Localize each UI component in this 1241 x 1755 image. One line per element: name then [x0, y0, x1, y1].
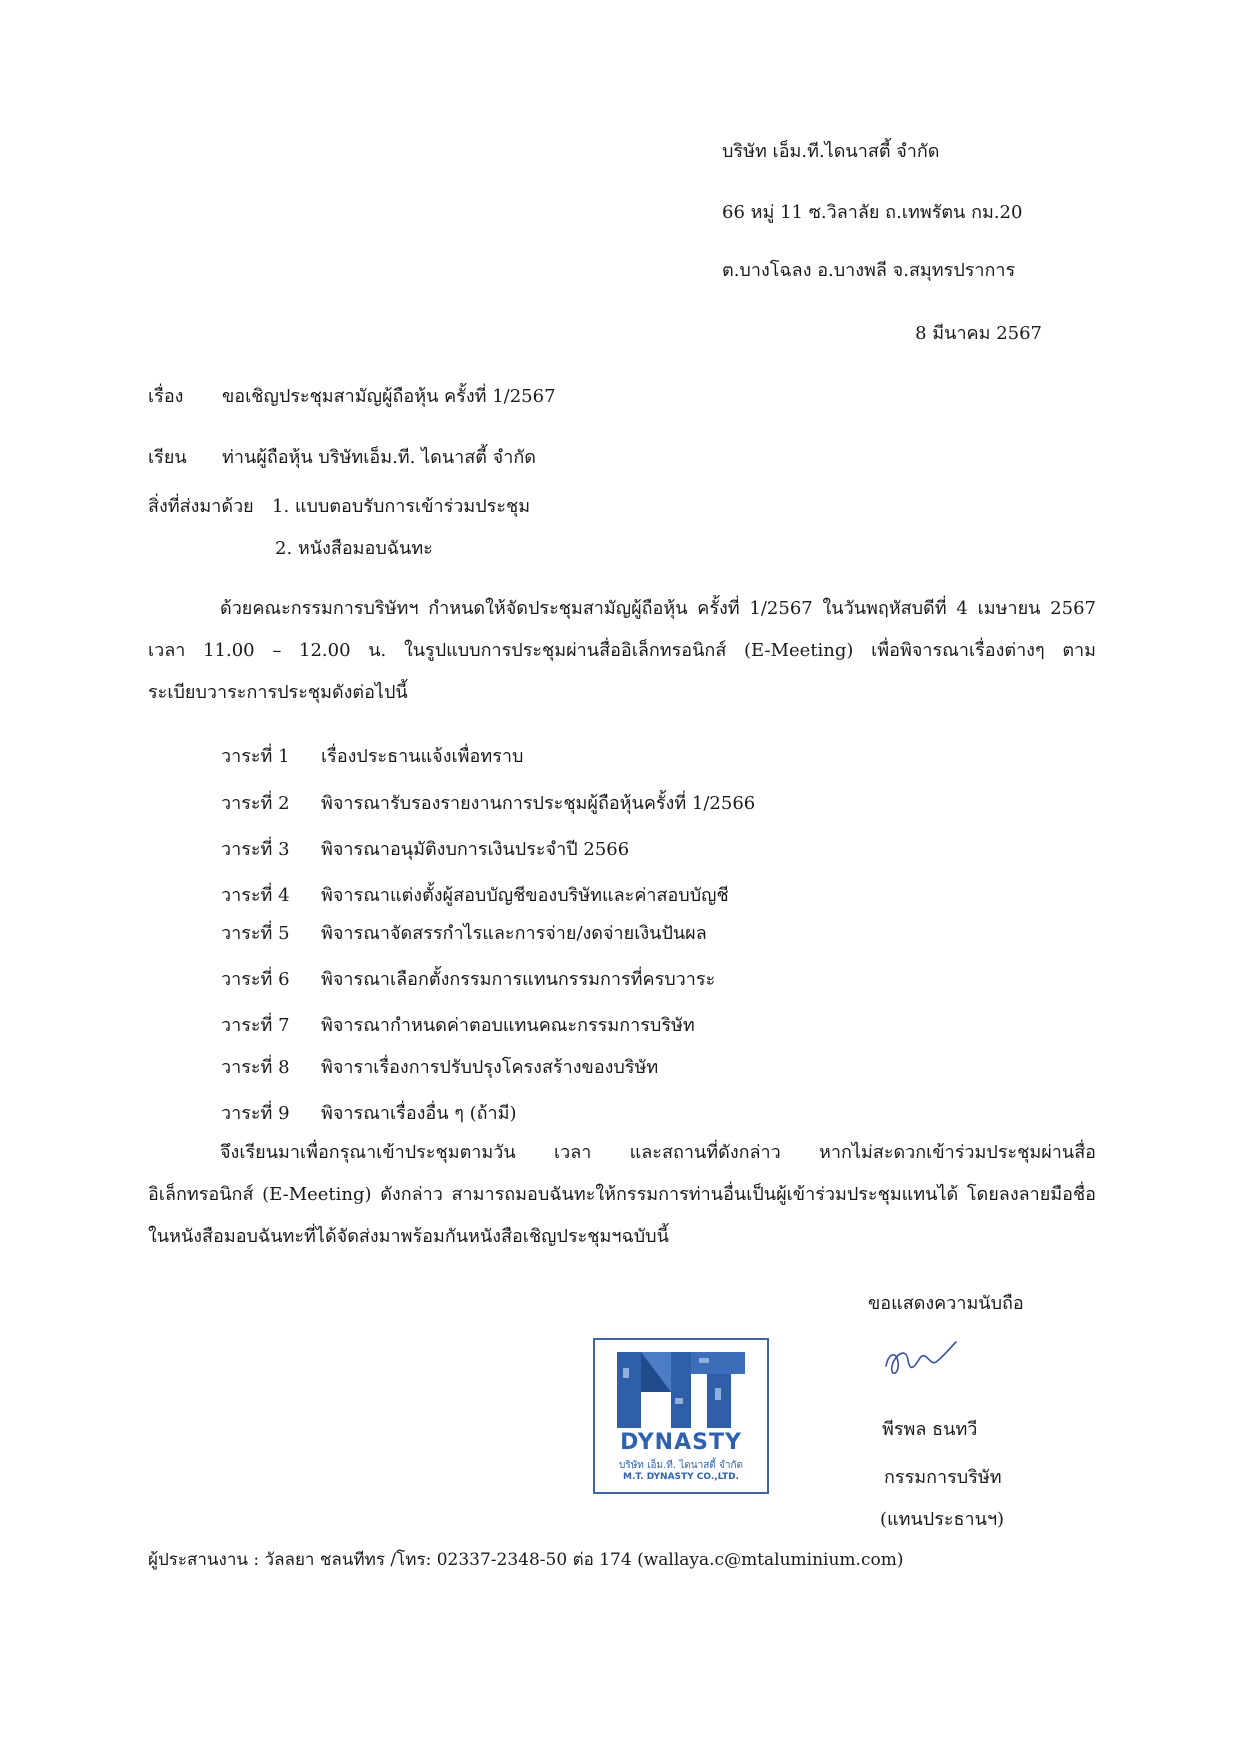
company-address-line2: ต.บางโฉลง อ.บางพลี จ.สมุทรปราการ [722, 260, 1016, 281]
mt-logo-icon [615, 1348, 747, 1430]
agenda-number: วาระที่ 4 [221, 885, 290, 906]
stamp-thai-name: บริษัท เอ็ม.ที. ไดนาสตี้ จำกัด [619, 1460, 743, 1471]
signatory-acting: (แทนประธานฯ) [880, 1509, 1005, 1530]
signatory-position: กรรมการบริษัท [884, 1467, 1002, 1488]
closing-paragraph-text: จึงเรียนมาเพื่อกรุณาเข้าประชุมตามวัน เวลา และสถานที่ดังกล่าว หากไม่สะดวกเข้าร่วมประชุมผ่านสื่ออิเล็กทรอนิกส์ (E-Meeting) ดังกล่าว สามารถมอบฉันทะให้กรรมการท่านอื่นเป็นผู้เข้าร่วมประชุมแทนได้ โดยลงลายมือชื่อในหนังสือมอบฉันทะที่ได้จัดส่งมาพร้อมกันหนังสือเชิญประชุมฯฉบับนี้ [148, 1142, 1096, 1247]
agenda-number: วาระที่ 6 [221, 969, 290, 990]
agenda-number: วาระที่ 9 [221, 1103, 290, 1124]
company-name: บริษัท เอ็ม.ที.ไดนาสตี้ จำกัด [722, 141, 940, 162]
handwritten-signature [880, 1336, 960, 1386]
enclosure-item-2: 2. หนังสือมอบฉันทะ [275, 538, 433, 559]
agenda-text: พิจารณาจัดสรรกำไรและการจ่าย/งดจ่ายเงินปันผล [321, 923, 707, 944]
agenda-text: พิจารณาเรื่องอื่น ๆ (ถ้ามี) [321, 1103, 517, 1124]
agenda-text: พิจารณาแต่งตั้งผู้สอบบัญชีของบริษัทและค่าสอบบัญชี [321, 885, 729, 906]
closing-salutation: ขอแสดงความนับถือ [868, 1293, 1024, 1314]
company-stamp [593, 1338, 769, 1494]
recipient-label: เรียน [148, 447, 187, 468]
intro-paragraph [148, 588, 1096, 714]
signatory-name: พีรพล ธนทวี [882, 1419, 978, 1440]
intro-paragraph-text: ด้วยคณะกรรมการบริษัทฯ กำหนดให้จัดประชุมสามัญผู้ถือหุ้น ครั้งที่ 1/2567 ในวันพฤหัสบดีที่ 4 เมษายน 2567 เวลา 11.00 – 12.00 น. ในรูปแบบการประชุมผ่านสื่ออิเล็กทรอนิกส์ (E-Meeting) เพื่อพิจารณาเรื่องต่างๆ ตามระเบียบวาระการประชุมดังต่อไปนี้ [148, 598, 1096, 703]
agenda-number: วาระที่ 8 [221, 1057, 290, 1078]
stamp-english-name: M.T. DYNASTY CO.,LTD. [623, 1472, 739, 1482]
subject-label: เรื่อง [148, 386, 184, 407]
enclosures-label: สิ่งที่ส่งมาด้วย [148, 496, 254, 517]
agenda-text: เรื่องประธานแจ้งเพื่อทราบ [321, 746, 524, 767]
stamp-brand-text: DYNASTY [620, 1430, 742, 1455]
agenda-number: วาระที่ 7 [221, 1015, 290, 1036]
company-address-line1: 66 หมู่ 11 ซ.วิลาลัย ถ.เทพรัตน กม.20 [722, 202, 1023, 223]
enclosure-item-1: 1. แบบตอบรับการเข้าร่วมประชุม [272, 496, 531, 517]
agenda-text: พิจารณารับรองรายงานการประชุมผู้ถือหุ้นครั้งที่ 1/2566 [321, 793, 756, 814]
recipient-text: ท่านผู้ถือหุ้น บริษัทเอ็ม.ที. ไดนาสตี้ จำกัด [222, 447, 536, 468]
subject-text: ขอเชิญประชุมสามัญผู้ถือหุ้น ครั้งที่ 1/2567 [222, 386, 556, 407]
agenda-number: วาระที่ 5 [221, 923, 290, 944]
agenda-number: วาระที่ 1 [221, 746, 290, 767]
agenda-number: วาระที่ 3 [221, 839, 290, 860]
agenda-text: พิจาราเรื่องการปรับปรุงโครงสร้างของบริษัท [321, 1057, 659, 1078]
agenda-text: พิจารณาอนุมัติงบการเงินประจำปี 2566 [321, 839, 630, 860]
closing-paragraph [148, 1132, 1096, 1258]
coordinator-contact: ผู้ประสานงาน : วัลลยา ชลนทีทร /โทร: 02337-2348-50 ต่อ 174 (wallaya.c@mtaluminium.com) [148, 1550, 904, 1570]
agenda-text: พิจารณากำหนดค่าตอบแทนคณะกรรมการบริษัท [321, 1015, 695, 1036]
letter-date: 8 มีนาคม 2567 [915, 323, 1042, 344]
agenda-text: พิจารณาเลือกตั้งกรรมการแทนกรรมการที่ครบวาระ [321, 969, 716, 990]
agenda-number: วาระที่ 2 [221, 793, 290, 814]
